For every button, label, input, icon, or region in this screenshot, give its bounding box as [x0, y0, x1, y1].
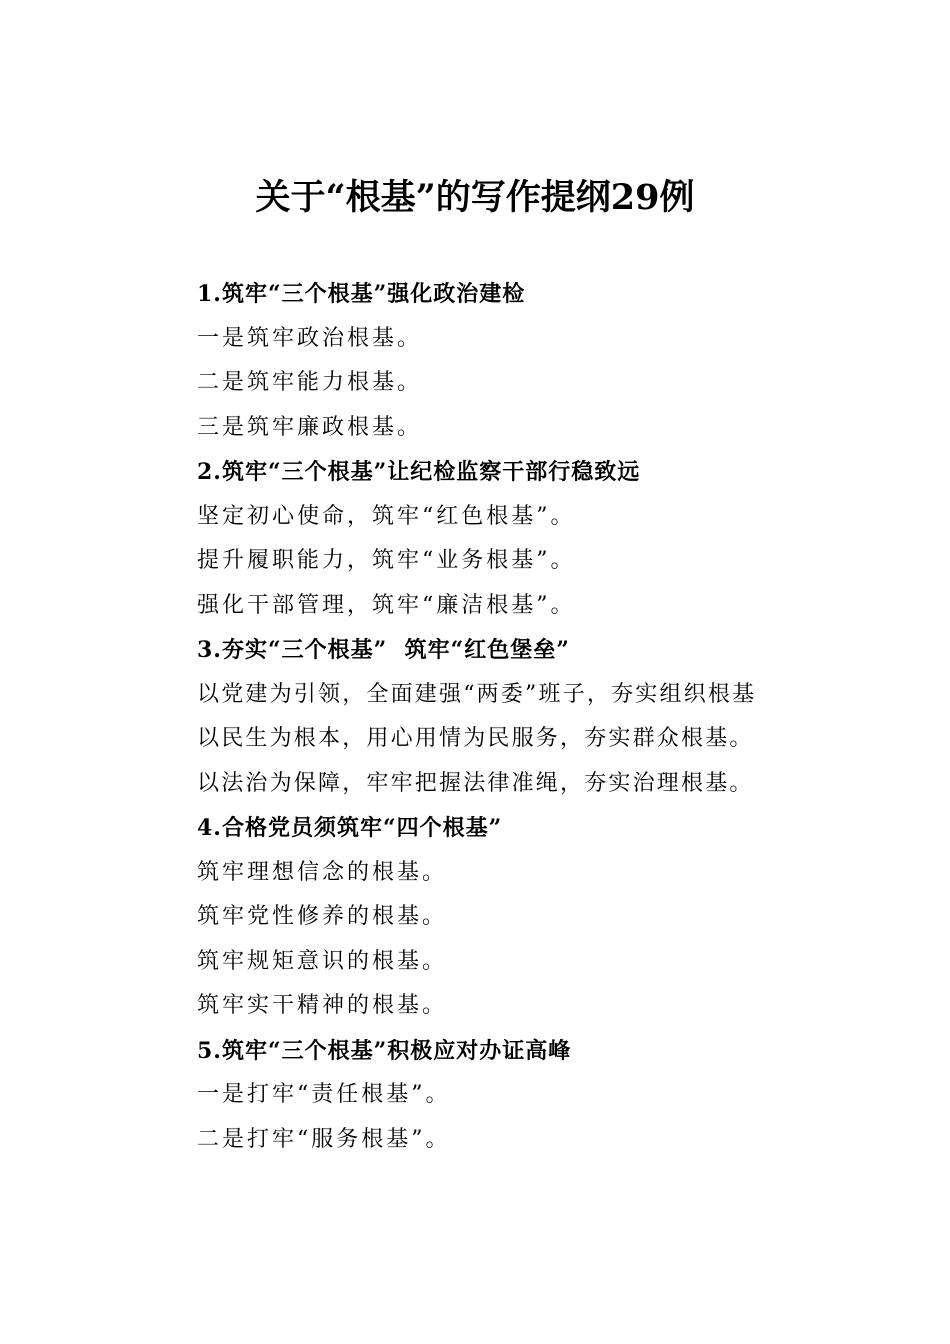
list-item: 筑牢实干精神的根基。: [197, 993, 448, 1018]
list-item: 一是打牢“责任根基”。: [197, 1082, 451, 1107]
list-item: 强化干部管理，筑牢“廉洁根基”。: [197, 592, 576, 618]
section-heading: 4.合格党员须筑牢“四个根基”: [197, 815, 503, 841]
list-item: 筑牢规矩意识的根基。: [197, 948, 448, 974]
section-heading: 5.筑牢“三个根基”积极应对办证高峰: [197, 1037, 572, 1064]
list-item: 筑牢党性修养的根基。: [197, 904, 448, 929]
list-item: 三是筑牢廉政根基。: [197, 414, 423, 440]
list-item: 提升履职能力，筑牢“业务根基”。: [197, 548, 576, 573]
list-item: 以法治为保障，牢牢把握法律准绳，夯实治理根基。: [197, 770, 754, 796]
section-heading: 2.筑牢“三个根基”让纪检监察干部行稳致远: [197, 459, 641, 485]
list-item: 二是筑牢能力根基。: [197, 370, 423, 395]
list-item: 筑牢理想信念的根基。: [197, 859, 448, 885]
document-body: [197, 272, 917, 1162]
list-item: 以民生为根本，用心用情为民服务，夯实群众根基。: [197, 726, 754, 751]
list-item: 二是打牢“服务根基”。: [197, 1126, 451, 1152]
section-heading: 3.夯实“三个根基” 筑牢“红色堡垒”: [197, 637, 570, 663]
list-item: 以党建为引领，全面建强“两委”班子，夯实组织根基: [197, 681, 757, 707]
document-title: 关于“根基”的写作提纲29例: [255, 177, 695, 218]
section-heading: 1.筑牢“三个根基”强化政治建检: [197, 281, 526, 307]
list-item: 坚定初心使命，筑牢“红色根基”。: [197, 503, 576, 529]
list-item: 一是筑牢政治根基。: [197, 325, 423, 351]
